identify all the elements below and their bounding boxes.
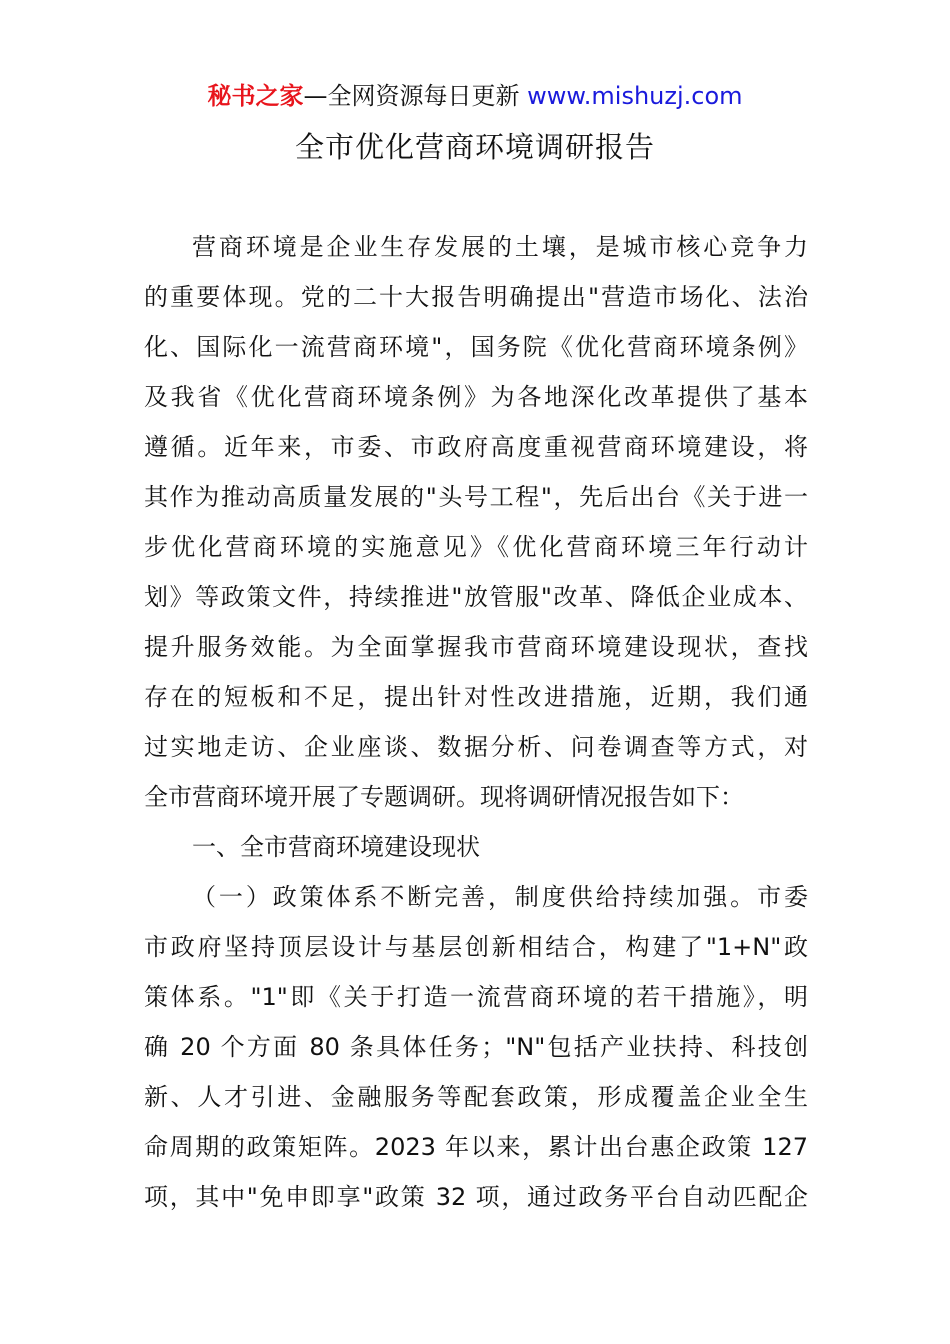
text-line: 全市营商环境开展了专题调研。现将调研情况报告如下： [144,783,744,811]
text-line: 营商环境是企业生存发展的土壤，是城市核心竞争力 [192,233,808,261]
text-line: 确 20 个方面 80 条具体任务；"N"包括产业扶持、科技创 [144,1033,808,1061]
subsection-heading-line: （一）政策体系不断完善，制度供给持续加强。市委 [192,883,808,911]
text-line: 市政府坚持顶层设计与基层创新相结合，构建了"1+N"政 [144,933,808,961]
text-line: 策体系。"1"即《关于打造一流营商环境的若干措施》，明 [144,983,808,1011]
section-heading: 一、全市营商环境建设现状 [192,833,480,861]
site-url-link[interactable]: www.mishuzj.com [527,82,743,110]
text-line: 遵循。近年来，市委、市政府高度重视营商环境建设，将 [144,433,808,461]
site-tagline: —全网资源每日更新 [303,82,520,110]
text-line: 划》等政策文件，持续推进"放管服"改革、降低企业成本、 [144,583,808,611]
text-line: 过实地走访、企业座谈、数据分析、问卷调查等方式，对 [144,733,808,761]
text-line: 的重要体现。党的二十大报告明确提出"营造市场化、法治 [144,283,808,311]
site-header [0,80,950,112]
text-line: 命周期的政策矩阵。2023 年以来，累计出台惠企政策 127 [144,1133,808,1161]
text-line: 化、国际化一流营商环境"，国务院《优化营商环境条例》 [144,333,808,361]
text-line: 提升服务效能。为全面掌握我市营商环境建设现状，查找 [144,633,808,661]
document-body [144,222,808,1222]
text-line: 存在的短板和不足，提出针对性改进措施，近期，我们通 [144,683,808,711]
text-line: 新、人才引进、金融服务等配套政策，形成覆盖企业全生 [144,1083,808,1111]
text-line: 其作为推动高质量发展的"头号工程"，先后出台《关于进一 [144,483,808,511]
document-title: 全市优化营商环境调研报告 [294,130,655,164]
text-line: 项，其中"免申即享"政策 32 项，通过政务平台自动匹配企 [144,1183,808,1211]
text-line: 步优化营商环境的实施意见》《优化营商环境三年行动计 [144,533,808,561]
site-name: 秘书之家 [207,82,304,110]
text-line: 及我省《优化营商环境条例》为各地深化改革提供了基本 [144,383,808,411]
